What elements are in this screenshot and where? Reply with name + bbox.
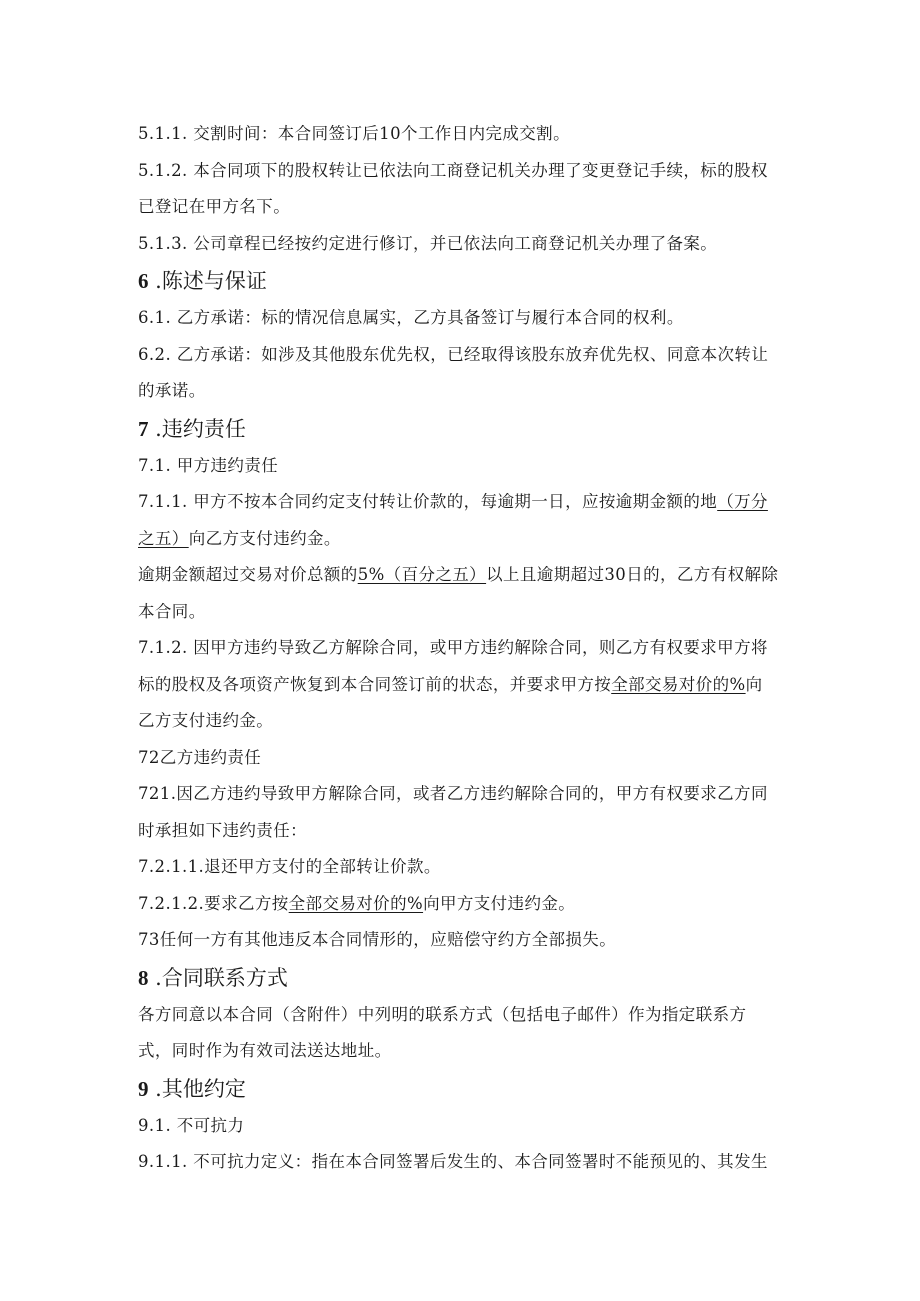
- clause-7-2-1-1: 7.2.1.1.退还甲方支付的全部转让价款。: [138, 857, 441, 876]
- clause-7-2-1-cont: 时承担如下违约责任：: [138, 820, 307, 840]
- section-9-heading: 9 .其他约定: [138, 1076, 246, 1101]
- clause-7-1: 7.1. 甲方违约责任: [138, 455, 279, 475]
- clause-7-1-2: 7.1.2. 因甲方违约导致乙方解除合同，或甲方违约解除合同，则乙方有权要求甲方将: [138, 638, 768, 657]
- clause-7-3: 73任何一方有其他违反本合同情形的，应赔偿守约方全部损失。: [138, 930, 617, 949]
- clause-7-1-2-end: 乙方支付违约金。: [138, 711, 274, 730]
- clause-8-cont: 式，同时作为有效司法送达地址。: [138, 1041, 392, 1060]
- section-6-heading: 6 .陈述与保证: [138, 269, 267, 293]
- clause-9-1: 9.1. 不可抗力: [138, 1115, 245, 1135]
- clause-7-1-1-overdue: 逾期金额超过交易对价总额的5%（百分之五）以上且逾期超过30日的，乙方有权解除: [138, 565, 779, 584]
- clause-7-1-1-overdue-cont: 本合同。: [138, 601, 206, 621]
- clause-7-1-2-cont: 标的股权及各项资产恢复到本合同签订前的状态，并要求甲方按全部交易对价的%向: [138, 674, 763, 694]
- clause-9-1-1: 9.1.1. 不可抗力定义：指在本合同签署后发生的、本合同签署时不能预见的、其发生: [138, 1152, 768, 1171]
- clause-6-2: 6.2. 乙方承诺：如涉及其他股东优先权，已经取得该股东放弃优先权、同意本次转让: [138, 344, 769, 364]
- clause-5-1-2: 5.1.2. 本合同项下的股权转让已依法向工商登记机关办理了变更登记手续，标的股权: [138, 160, 768, 180]
- clause-8: 各方同意以本合同（含附件）中列明的联系方式（包括电子邮件）作为指定联系方: [138, 1004, 747, 1024]
- clause-7-2-1-2: 7.2.1.2.要求乙方按全部交易对价的%向甲方支付违约金。: [138, 893, 576, 913]
- clause-7-1-1: 7.1.1. 甲方不按本合同约定支付转让价款的，每逾期一日，应按逾期金额的地（万分: [138, 492, 768, 511]
- clause-7-2: 72乙方违约责任: [138, 747, 262, 767]
- clause-5-1-3: 5.1.3. 公司章程已经按约定进行修订，并已依法向工商登记机关办理了备案。: [138, 233, 718, 253]
- clause-7-2-1: 721.因乙方违约导致甲方解除合同，或者乙方违约解除合同的，甲方有权要求乙方同: [138, 784, 768, 803]
- document-page: [138, 116, 778, 1181]
- clause-5-1-1: 5.1.1. 交割时间：本合同签订后10个工作日内完成交割。: [138, 124, 570, 143]
- clause-6-1: 6.1. 乙方承诺：标的情况信息属实，乙方具备签订与履行本合同的权利。: [138, 308, 684, 327]
- section-7-heading: 7 .违约责任: [138, 416, 246, 441]
- section-8-heading: 8 .合同联系方式: [138, 965, 288, 990]
- clause-7-1-1-cont: 之五）向乙方支付违约金。: [138, 528, 341, 548]
- clause-5-1-2-cont: 已登记在甲方名下。: [138, 197, 291, 216]
- clause-6-2-cont: 的承诺。: [138, 381, 206, 400]
